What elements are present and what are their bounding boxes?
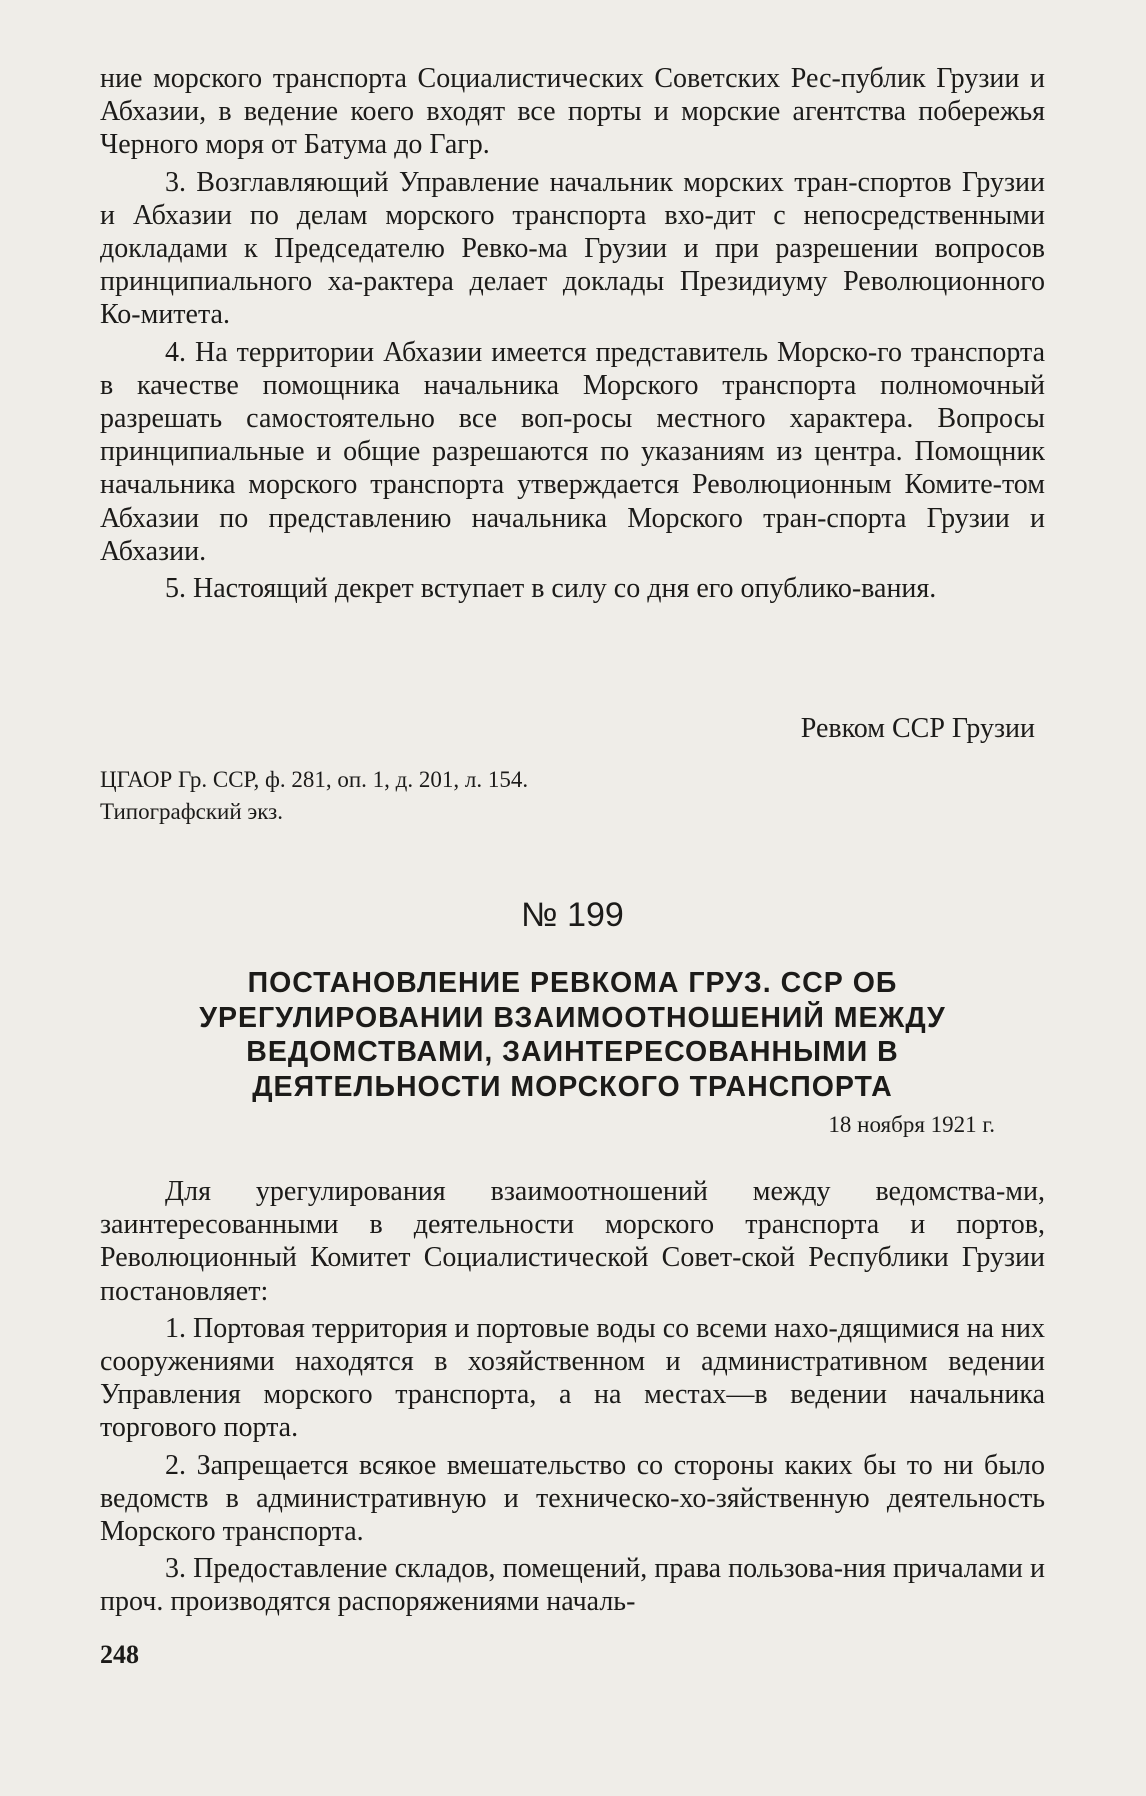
document-number: № 199	[521, 896, 624, 934]
paragraph-item-4: 4. На территории Абхазии имеется представитель Морско-го транспорта в качестве помощника начальника Морского транспорта полномочный разрешать самостоятельно все воп-росы местного характера. Вопросы принципиальные и общие разрешаются по указаниям из центра. Помощник начальника морского транспорта утверждается Революционным Комите-том Абхазии по представлению начальника Морского тран-спорта Грузии и Абхазии.	[100, 336, 1045, 567]
title-line: ДЕЯТЕЛЬНОСТИ МОРСКОГО ТРАНСПОРТА	[252, 1070, 893, 1103]
paragraph-item-5: 5. Настоящий декрет вступает в силу со дня его опублико-вания.	[165, 573, 937, 605]
page-number: 248	[100, 1640, 139, 1669]
archive-reference: ЦГАОР Гр. ССР, ф. 281, оп. 1, д. 201, л. 154.	[100, 767, 529, 792]
paragraph-item-2: 2. Запрещается всякое вмешательство со стороны каких бы то ни было ведомств в административную и техническо-хо-зяйственную деятельность Морского транспорта.	[100, 1449, 1045, 1548]
copy-type-note: Типографский экз.	[100, 799, 283, 824]
paragraph-item-3: 3. Возглавляющий Управление начальник морских тран-спортов Грузии и Абхазии по делам морского транспорта вхо-дит с непосредственными докладами к Председателю Ревко-ма Грузии и при разрешении вопросов принципиального ха-рактера делает доклады Президиуму Революционного Ко-митета.	[100, 166, 1045, 331]
title-line: УРЕГУЛИРОВАНИИ ВЗАИМООТНОШЕНИЙ МЕЖДУ	[199, 1001, 946, 1034]
paragraph-item-3-new: 3. Предоставление складов, помещений, права пользова-ния причалами и проч. производятся распоряжениями началь-	[100, 1553, 1045, 1618]
paragraph-item-1: 1. Портовая территория и портовые воды со всеми нахо-дящимися на них сооружениями находятся в хозяйственном и административном ведении Управления морского транспорта, а на местах—в ведении начальника торгового порта.	[100, 1312, 1045, 1444]
title-line: ПОСТАНОВЛЕНИЕ РЕВКОМА ГРУЗ. ССР ОБ	[247, 967, 898, 999]
signature: Ревком ССР Грузии	[800, 713, 1035, 744]
document-body	[100, 1175, 1045, 1619]
title-line: ВЕДОМСТВАМИ, ЗАИНТЕРЕСОВАННЫМИ В	[246, 1036, 899, 1068]
document-title	[100, 966, 1045, 1104]
previous-document-body	[100, 62, 1045, 605]
document-date: 18 ноября 1921 г.	[828, 1112, 995, 1137]
paragraph-continuation: ние морского транспорта Социалистических Советских Рес-публик Грузии и Абхазии, в ведение коего входят все порты и морские агентства побережья Черного моря от Батума до Гагр.	[100, 63, 1045, 161]
intro-paragraph: Для урегулирования взаимоотношений между ведомства-ми, заинтересованными в деятельности морского транспорта и портов, Революционный Комитет Социалистической Совет-ской Республики Грузии постановляет:	[100, 1176, 1045, 1307]
